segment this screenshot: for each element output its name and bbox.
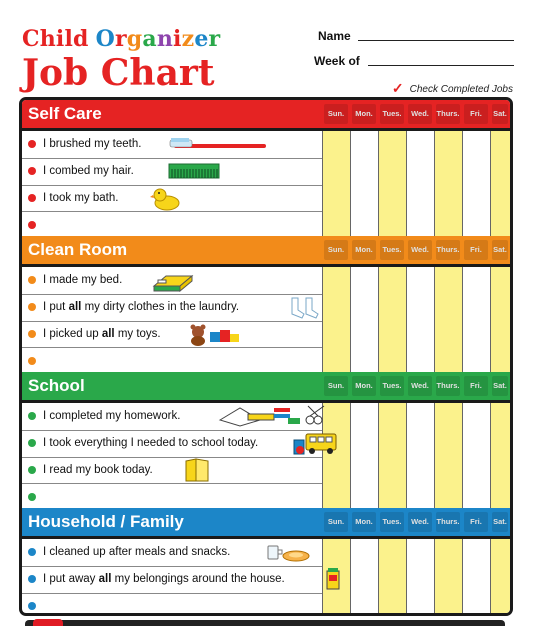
check-cell[interactable] [322, 158, 350, 185]
check-cell[interactable] [406, 539, 434, 566]
check-cell[interactable] [434, 321, 462, 348]
task-row [22, 403, 510, 431]
check-cell[interactable] [350, 347, 378, 374]
check-cell[interactable] [462, 566, 490, 593]
check-cell[interactable] [490, 403, 510, 430]
check-cell[interactable] [490, 457, 510, 484]
check-cell[interactable] [406, 131, 434, 158]
check-cell[interactable] [378, 321, 406, 348]
check-cell[interactable] [490, 158, 510, 185]
task-text: I combed my hair. [43, 165, 134, 178]
check-cell[interactable] [462, 403, 490, 430]
section-title: Self Care [28, 104, 102, 123]
task-text: I cleaned up after meals and snacks. [43, 546, 231, 559]
bullet-dot [28, 493, 36, 501]
section-household-family [22, 508, 510, 616]
check-cell[interactable] [378, 294, 406, 321]
day-header: Sun. [324, 376, 348, 396]
task-row [22, 566, 510, 594]
check-cell[interactable] [406, 566, 434, 593]
section-self-care [22, 100, 510, 238]
check-cell[interactable] [350, 294, 378, 321]
task-label [28, 294, 318, 321]
day-header: Fri. [464, 512, 488, 532]
check-cell[interactable] [350, 321, 378, 348]
bottom-edge [25, 620, 505, 626]
check-cell[interactable] [462, 267, 490, 294]
check-cell[interactable] [434, 539, 462, 566]
bullet-dot [28, 194, 36, 202]
bullet-dot [28, 221, 36, 229]
check-cell[interactable] [378, 457, 406, 484]
check-cell[interactable] [462, 158, 490, 185]
brand-word: Organizer [95, 26, 221, 52]
check-cell[interactable] [434, 403, 462, 430]
check-cell[interactable] [378, 430, 406, 457]
check-cell[interactable] [350, 158, 378, 185]
check-cell[interactable] [406, 483, 434, 510]
day-header: Fri. [464, 376, 488, 396]
check-cell[interactable] [378, 185, 406, 212]
check-cell[interactable] [378, 347, 406, 374]
check-cell[interactable] [490, 483, 510, 510]
check-cell[interactable] [490, 185, 510, 212]
check-cell[interactable] [462, 483, 490, 510]
section-header [22, 236, 510, 264]
check-cell[interactable] [350, 131, 378, 158]
bullet-dot [28, 276, 36, 284]
section-title: School [28, 376, 85, 395]
check-cell[interactable] [462, 211, 490, 238]
check-cell[interactable] [350, 457, 378, 484]
check-note [392, 80, 513, 97]
check-cell[interactable] [434, 457, 462, 484]
bullet-dot [28, 575, 36, 583]
task-text: I picked up all my toys. [43, 327, 161, 340]
brand-word: Child [22, 26, 89, 52]
task-text: I brushed my teeth. [43, 138, 142, 151]
check-cell[interactable] [490, 131, 510, 158]
day-header: Wed. [408, 512, 432, 532]
task-label [28, 211, 318, 238]
task-text: I put all my dirty clothes in the laundry. [43, 301, 240, 314]
day-header: Sat. [492, 512, 508, 532]
task-text: I completed my homework. [43, 410, 181, 423]
task-text: I took my bath. [43, 191, 119, 204]
task-label [28, 593, 318, 616]
task-row [22, 539, 510, 567]
check-mark-icon: ✓ [391, 80, 404, 96]
check-cell[interactable] [322, 211, 350, 238]
task-label [28, 566, 318, 593]
check-cell[interactable] [406, 430, 434, 457]
day-header: Mon. [352, 512, 376, 532]
task-row [22, 267, 510, 295]
check-cell[interactable] [350, 483, 378, 510]
bullet-dot [28, 357, 36, 365]
day-header: Sun. [324, 512, 348, 532]
check-cell[interactable] [406, 403, 434, 430]
check-cell[interactable] [378, 211, 406, 238]
check-cell[interactable] [434, 158, 462, 185]
comb-icon [168, 163, 220, 184]
day-header: Sun. [324, 240, 348, 260]
check-cell[interactable] [378, 158, 406, 185]
check-cell[interactable] [490, 347, 510, 374]
check-cell[interactable] [490, 430, 510, 457]
day-header: Fri. [464, 240, 488, 260]
task-label [28, 347, 318, 374]
section-clean-room [22, 236, 510, 374]
day-header: Wed. [408, 240, 432, 260]
check-cell[interactable] [462, 539, 490, 566]
bullet-dot [28, 412, 36, 420]
check-cell[interactable] [350, 593, 378, 616]
check-cell[interactable] [378, 539, 406, 566]
task-text: I read my book today. [43, 463, 153, 476]
check-cell[interactable] [350, 185, 378, 212]
day-header: Tues. [380, 512, 404, 532]
check-cell[interactable] [462, 457, 490, 484]
day-header: Sat. [492, 376, 508, 396]
check-cell[interactable] [434, 483, 462, 510]
section-header [22, 100, 510, 128]
check-cell[interactable] [434, 566, 462, 593]
day-header: Thurs. [436, 376, 460, 396]
check-cell[interactable] [322, 267, 350, 294]
check-cell[interactable] [378, 483, 406, 510]
bullet-dot [28, 439, 36, 447]
job-chart [19, 97, 513, 616]
task-text: I put away all my belongings around the house. [43, 573, 285, 586]
day-header: Thurs. [436, 104, 460, 124]
check-cell[interactable] [462, 321, 490, 348]
task-label [28, 457, 318, 484]
bullet-dot [28, 140, 36, 148]
task-row [22, 185, 510, 213]
day-header: Thurs. [436, 240, 460, 260]
check-cell[interactable] [490, 593, 510, 616]
day-header: Tues. [380, 240, 404, 260]
check-cell[interactable] [434, 593, 462, 616]
check-cell[interactable] [378, 267, 406, 294]
section-title: Household / Family [28, 512, 184, 531]
section-school [22, 372, 510, 510]
check-cell[interactable] [462, 347, 490, 374]
week-field[interactable] [368, 65, 514, 66]
school-supplies-icon [218, 404, 328, 433]
day-header: Mon. [352, 376, 376, 396]
check-cell[interactable] [406, 321, 434, 348]
check-note-text: Check Completed Jobs [409, 84, 513, 95]
check-cell[interactable] [406, 593, 434, 616]
check-cell[interactable] [406, 347, 434, 374]
check-cell[interactable] [406, 211, 434, 238]
day-header: Tues. [380, 104, 404, 124]
check-cell[interactable] [490, 267, 510, 294]
day-header: Sat. [492, 104, 508, 124]
check-cell[interactable] [350, 430, 378, 457]
week-label: Week of [314, 54, 360, 68]
check-cell[interactable] [350, 403, 378, 430]
box-icon [326, 567, 340, 596]
check-cell[interactable] [350, 267, 378, 294]
section-header [22, 372, 510, 400]
task-row [22, 131, 510, 159]
task-text: I took everything I needed to school today. [43, 437, 259, 450]
check-cell[interactable] [378, 566, 406, 593]
task-row [22, 294, 510, 322]
day-header: Wed. [408, 376, 432, 396]
check-cell[interactable] [434, 131, 462, 158]
check-cell[interactable] [434, 211, 462, 238]
check-cell[interactable] [434, 185, 462, 212]
name-field[interactable] [358, 40, 514, 41]
bullet-dot [28, 330, 36, 338]
day-header: Wed. [408, 104, 432, 124]
check-cell[interactable] [490, 539, 510, 566]
check-cell[interactable] [434, 347, 462, 374]
task-label [28, 483, 318, 510]
task-text: I made my bed. [43, 274, 123, 287]
task-row [22, 430, 510, 458]
bullet-dot [28, 602, 36, 610]
check-cell[interactable] [434, 267, 462, 294]
check-cell[interactable] [434, 294, 462, 321]
check-cell[interactable] [350, 566, 378, 593]
day-header: Sat. [492, 240, 508, 260]
brand-title [22, 26, 220, 52]
plate-icon [266, 544, 310, 567]
check-cell[interactable] [462, 131, 490, 158]
check-cell[interactable] [378, 593, 406, 616]
check-cell[interactable] [490, 566, 510, 593]
check-cell[interactable] [406, 267, 434, 294]
check-cell[interactable] [462, 430, 490, 457]
bullet-dot [28, 548, 36, 556]
name-label: Name [318, 29, 351, 43]
check-cell[interactable] [434, 430, 462, 457]
check-cell[interactable] [406, 158, 434, 185]
bullet-dot [28, 167, 36, 175]
bullet-dot [28, 303, 36, 311]
check-cell[interactable] [462, 294, 490, 321]
check-cell[interactable] [406, 294, 434, 321]
task-row [22, 457, 510, 485]
check-cell[interactable] [322, 539, 350, 566]
check-cell[interactable] [322, 457, 350, 484]
check-cell[interactable] [350, 211, 378, 238]
task-row [22, 593, 510, 616]
day-header: Fri. [464, 104, 488, 124]
check-cell[interactable] [406, 185, 434, 212]
toothbrush-icon [168, 138, 268, 157]
check-cell[interactable] [462, 185, 490, 212]
check-cell[interactable] [490, 294, 510, 321]
section-header [22, 508, 510, 536]
day-header: Mon. [352, 104, 376, 124]
bottom-tab [33, 619, 63, 626]
check-cell[interactable] [406, 457, 434, 484]
check-cell[interactable] [378, 403, 406, 430]
task-row [22, 321, 510, 349]
check-cell[interactable] [322, 185, 350, 212]
task-label [28, 321, 318, 348]
check-cell[interactable] [322, 347, 350, 374]
check-cell[interactable] [322, 131, 350, 158]
check-cell[interactable] [350, 539, 378, 566]
day-header: Tues. [380, 376, 404, 396]
day-header: Sun. [324, 104, 348, 124]
task-row [22, 158, 510, 186]
check-cell[interactable] [322, 483, 350, 510]
bullet-dot [28, 466, 36, 474]
task-label [28, 430, 318, 457]
page-title: Job Chart [22, 52, 215, 94]
check-cell[interactable] [462, 593, 490, 616]
check-cell[interactable] [378, 131, 406, 158]
check-cell[interactable] [490, 211, 510, 238]
section-title: Clean Room [28, 240, 128, 259]
day-header: Thurs. [436, 512, 460, 532]
check-cell[interactable] [322, 593, 350, 616]
day-header: Mon. [352, 240, 376, 260]
check-cell[interactable] [490, 321, 510, 348]
check-cell[interactable] [322, 294, 350, 321]
check-cell[interactable] [322, 321, 350, 348]
